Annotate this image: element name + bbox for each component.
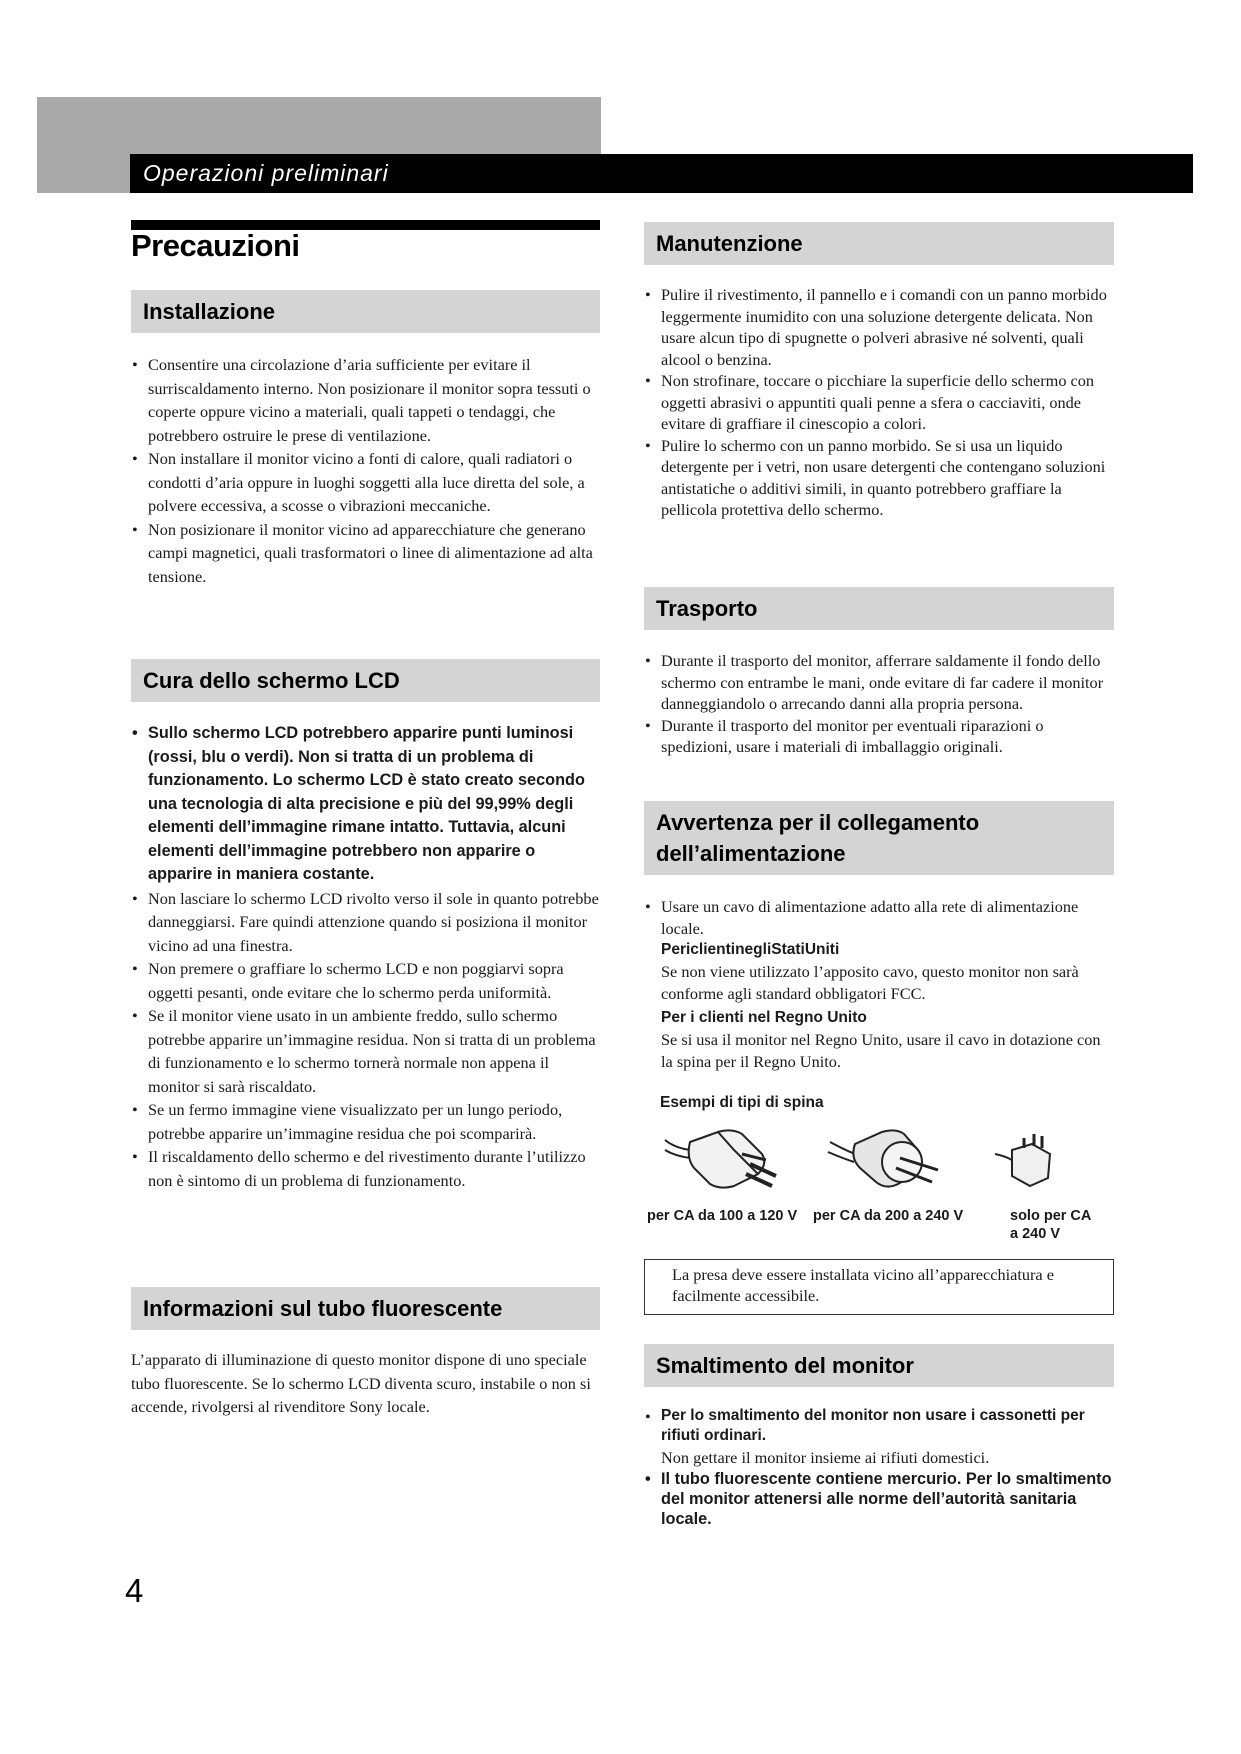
tubo-heading: Informazioni sul tubo fluorescente: [131, 1287, 600, 1330]
us-plug-icon: [665, 1130, 776, 1187]
smaltimento-heading: Smaltimento del monitor: [644, 1344, 1114, 1387]
list-item: • Se un fermo immagine viene visualizzato per un lungo periodo, potrebbe apparire un’immagine residua che poi scomparirà.: [131, 1098, 600, 1145]
plug-caption-uk-line1: solo per CA: [1010, 1208, 1092, 1224]
avvertenza-section: [644, 896, 1114, 1075]
list-item: • Non installare il monitor vicino a fonti di calore, quali radiatori o condotti d’aria oppure in luoghi soggetti alla luce diretta del sole, a polvere eccessiva, a scosse o vibrazioni meccaniche.: [131, 447, 600, 518]
manutenzione-heading: Manutenzione: [644, 222, 1114, 265]
list-item: [644, 1406, 1114, 1469]
smaltimento-section: [644, 1406, 1114, 1529]
plug-caption-eu: per CA da 200 a 240 V: [813, 1208, 964, 1224]
section-header: Operazioni preliminari: [143, 160, 389, 186]
list-item: • Non posizionare il monitor vicino ad apparecchiature che generano campi magnetici, quali trasformatori o linee di alimentazione ad alta tensione.: [131, 518, 600, 589]
list-item: • Durante il trasporto del monitor per eventuali riparazioni o spedizioni, usare i materiali di imballaggio originali.: [644, 715, 1114, 758]
usa-text: Se non viene utilizzato l’apposito cavo, questo monitor non sarà conforme agli standard obbligatori FCC.: [661, 962, 1079, 1003]
list-item: • Usare un cavo di alimentazione adatto alla rete di alimentazione locale.: [644, 896, 1114, 939]
list-item: • Il riscaldamento dello schermo e del rivestimento durante l’utilizzo non è sintomo di un problema di funzionamento.: [131, 1145, 600, 1192]
list-item: • Pulire il rivestimento, il pannello e i comandi con un panno morbido leggermente inumidito con una soluzione detergente delicata. Non usare alcun tipo di spugnette o polveri abrasive né solventi, quali alcool o benzina.: [644, 284, 1114, 370]
lcd-heading: Cura dello schermo LCD: [131, 659, 600, 702]
list-item-bold: • Il tubo fluorescente contiene mercurio. Per lo smaltimento del monitor attenersi alle norme dell’autorità sanitaria locale.: [644, 1469, 1114, 1529]
avvertenza-heading-line1: Avvertenza per il collegamento: [656, 810, 980, 835]
list-item: • Consentire una circolazione d’aria sufficiente per evitare il surriscaldamento interno. Non posizionare il monitor sopra tessuti o coperte oppure vicino a materiali, quali tappeti o tendaggi, che potrebbero ostruire le prese di ventilazione.: [131, 353, 600, 447]
list-item: • Pulire lo schermo con un panno morbido. Se si usa un liquido detergente per i vetri, non usare detergenti che contengano soluzioni antistatiche o additivi simili, in quanto potrebbero graffiare la pellicola protettiva dello schermo.: [644, 435, 1114, 521]
lcd-section: [131, 722, 600, 1192]
list-item: • Durante il trasporto del monitor, afferrare saldamente il fondo dello schermo con entrambe le mani, onde evitare di far cadere il monitor danneggiandolo o arrecando danni alla propria persona.: [644, 650, 1114, 715]
eu-plug-icon: [828, 1130, 938, 1186]
plug-caption-us: per CA da 100 a 120 V: [647, 1208, 798, 1224]
tubo-text: L’apparato di illuminazione di questo monitor dispone di uno speciale tubo fluorescente. Se lo schermo LCD diventa scuro, instabile o non si accende, rivolgersi al rivenditore Sony locale.: [131, 1350, 591, 1416]
uk-heading: Per i clienti nel Regno Unito: [661, 1009, 867, 1026]
outlet-note-box: La presa deve essere installata vicino all’apparecchiatura e facilmente accessibile.: [644, 1259, 1114, 1315]
usa-note: [644, 939, 1114, 1072]
plug-caption-uk-line2: a 240 V: [1010, 1226, 1060, 1242]
smaltimento-item1-text: Non gettare il monitor insieme ai rifiuti domestici.: [661, 1448, 990, 1467]
manutenzione-section: [644, 284, 1114, 521]
avvertenza-heading-line2: dell’alimentazione: [656, 841, 846, 866]
page-title: Precauzioni: [131, 228, 300, 263]
installazione-section: [131, 353, 600, 588]
list-item: • Non premere o graffiare lo schermo LCD e non poggiarvi sopra oggetti pesanti, onde evitare che lo schermo perda uniformità.: [131, 957, 600, 1004]
list-item: • Se il monitor viene usato in un ambiente freddo, sullo schermo potrebbe apparire un’immagine residua. Non si tratta di un problema di funzionamento e lo schermo tornerà normale non appena il monitor si sarà riscaldato.: [131, 1004, 600, 1098]
usa-heading: PericlientinegliStatiUniti: [661, 941, 840, 958]
plug-illustrations: [650, 1120, 1110, 1200]
trasporto-heading: Trasporto: [644, 587, 1114, 630]
plug-caption-uk: [1010, 1207, 1091, 1243]
installazione-heading: Installazione: [131, 290, 600, 333]
list-item: • Non lasciare lo schermo LCD rivolto verso il sole in quanto potrebbe danneggiarsi. Fare quindi attenzione quando si posiziona il monitor vicino ad una finestra.: [131, 887, 600, 958]
uk-text: Se si usa il monitor nel Regno Unito, usare il cavo in dotazione con la spina per il Regno Unito.: [661, 1030, 1101, 1071]
trasporto-section: [644, 650, 1114, 758]
page-number: 4: [125, 1572, 144, 1609]
uk-plug-icon: [995, 1134, 1050, 1186]
smaltimento-item1-bold: • Per lo smaltimento del monitor non usare i cassonetti per rifiuti ordinari.: [661, 1407, 1085, 1444]
list-item-bold: • Sullo schermo LCD potrebbero apparire punti luminosi (rossi, blu o verdi). Non si tratta di un problema di funzionamento. Lo schermo LCD è stato creato secondo una tecnologia di alta precisione e più del 99,99% degli elementi dell’immagine rimane intatto. Tuttavia, alcuni elementi dell’immagine potrebbero non apparire o apparire in maniera costante.: [131, 722, 600, 887]
plug-types-title: Esempi di tipi di spina: [660, 1094, 824, 1111]
avvertenza-heading: [644, 801, 1114, 875]
list-item: • Non strofinare, toccare o picchiare la superficie dello schermo con oggetti abrasivi o appuntiti quali penne a sfera o cacciaviti, onde evitare di graffiare il cinescopio a colori.: [644, 370, 1114, 435]
